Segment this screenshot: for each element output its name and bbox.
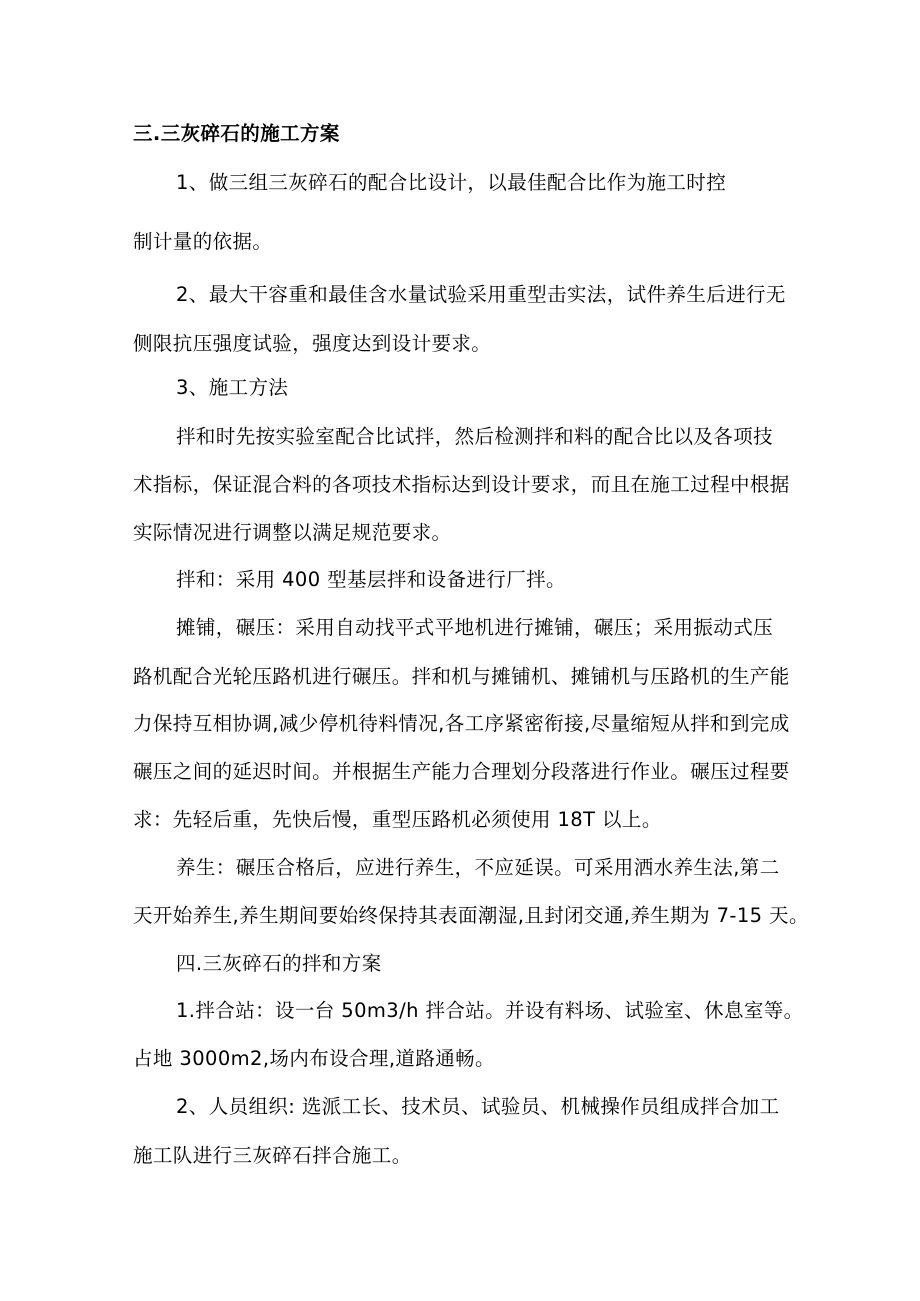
- paragraph-line: 3、施工方法: [176, 376, 289, 399]
- paragraph-line: 路机配合光轮压路机进行碾压。拌和机与摊铺机、摊铺机与压路机的生产能: [133, 665, 790, 688]
- subsection-heading: 四.三灰碎石的拌和方案: [176, 952, 382, 975]
- paragraph-line: 拌和时先按实验室配合比试拌，然后检测拌和料的配合比以及各项技: [176, 425, 774, 448]
- paragraph-line: 实际情况进行调整以满足规范要求。: [133, 521, 452, 544]
- paragraph-line: 2、最大干容重和最佳含水量试验采用重型击实法，试件养生后进行无: [176, 283, 786, 306]
- paragraph-line: 养生：碾压合格后，应进行养生，不应延误。可采用洒水养生法,第二: [176, 856, 780, 879]
- section-heading: 三.三灰碎石的施工方案: [133, 122, 340, 145]
- paragraph-line: 摊铺，碾压：采用自动找平式平地机进行摊铺，碾压；采用振动式压: [176, 616, 774, 639]
- paragraph-line: 力保持互相协调,减少停机待料情况,各工序紧密衔接,尽量缩短从拌和到完成: [133, 712, 790, 735]
- paragraph-line: 术指标，保证混合料的各项技术指标达到设计要求，而且在施工过程中根据: [133, 473, 790, 496]
- paragraph-line: 侧限抗压强度试验，强度达到设计要求。: [133, 332, 492, 355]
- paragraph-line: 求：先轻后重，先快后慢，重型压路机必须使用 18T 以上。: [133, 808, 662, 831]
- paragraph-line: 1.拌合站：设一台 50m3/h 拌合站。并设有料场、试验室、休息室等。: [176, 999, 804, 1022]
- paragraph-line: 2、人员组织: 选派工长、技术员、试验员、机械操作员组成拌合加工: [176, 1095, 780, 1118]
- paragraph-line: 1、做三组三灰碎石的配合比设计，以最佳配合比作为施工时控: [176, 171, 727, 194]
- paragraph-line: 天开始养生,养生期间要始终保持其表面潮湿,且封闭交通,养生期为 7-15 天。: [133, 904, 809, 927]
- paragraph-line: 拌和：采用 400 型基层拌和设备进行厂拌。: [176, 568, 566, 591]
- paragraph-line: 占地 3000m2,场内布设合理,道路通畅。: [133, 1047, 495, 1070]
- paragraph-line: 碾压之间的延迟时间。并根据生产能力合理划分段落进行作业。碾压过程要: [133, 760, 790, 783]
- paragraph-line: 施工队进行三灰碎石拌合施工。: [133, 1144, 412, 1167]
- paragraph-line: 制计量的依据。: [133, 230, 273, 253]
